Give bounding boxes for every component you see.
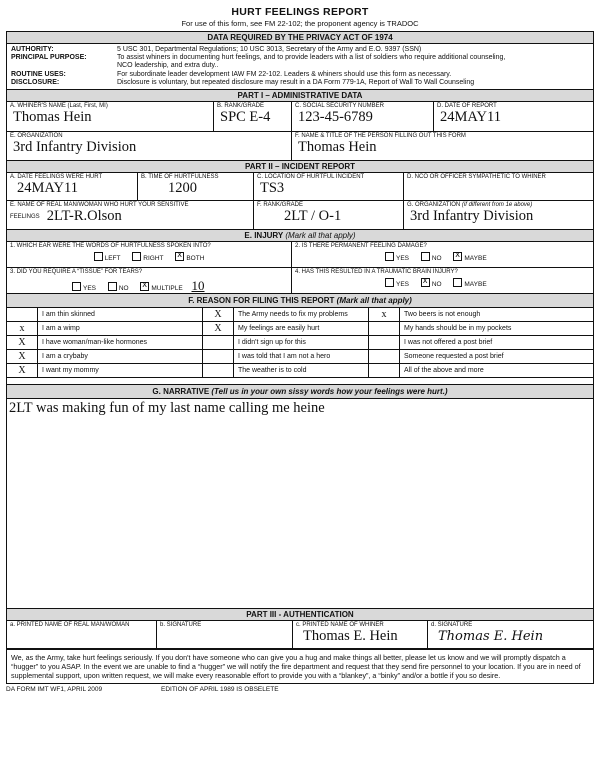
checkbox-maybe[interactable] xyxy=(453,252,462,261)
table-row xyxy=(7,308,593,322)
damage-question xyxy=(292,242,593,267)
whiner-printed-name-field[interactable] xyxy=(293,621,428,648)
option-no[interactable]: NO xyxy=(421,255,442,262)
ear-options xyxy=(7,250,291,262)
time-hurt-field[interactable] xyxy=(138,173,254,200)
reason-mark[interactable] xyxy=(203,364,234,378)
field-value: 1200 xyxy=(168,180,197,197)
privacy-key xyxy=(11,62,117,70)
ssn-field[interactable] xyxy=(292,102,434,131)
tissue-count: 10 xyxy=(191,278,205,294)
option-yes[interactable]: YES xyxy=(72,285,96,292)
table-row xyxy=(7,350,593,364)
privacy-key: ROUTINE USES: xyxy=(11,70,66,78)
date-hurt-field[interactable] xyxy=(7,173,138,200)
real-man-signature-field[interactable] xyxy=(157,621,293,648)
reason-mark[interactable]: X xyxy=(7,364,38,378)
reason-text: I have woman/man-like hormones xyxy=(38,336,203,350)
option-both[interactable]: x BOTH xyxy=(175,255,204,262)
narrative-text: 2LT was making fun of my last name calling me heine xyxy=(9,400,325,417)
privacy-text: NCO leadership, and extra duty.. xyxy=(117,62,219,70)
tbi-question xyxy=(292,268,593,293)
question-label: 1. WHICH EAR WERE THE WORDS OF HURTFULNESS SPOKEN INTO? xyxy=(10,243,211,250)
narrative-bar: G. NARRATIVE (Tell us in your own sissy words how your feelings were hurt.) xyxy=(7,385,593,399)
reason-mark[interactable]: X xyxy=(203,308,234,322)
privacy-text: For subordinate leader development IAW FM 22-102. Leaders & whiners should use this form as necessary. xyxy=(117,70,452,78)
part3-bar: PART III - AUTHENTICATION xyxy=(7,609,593,621)
option-maybe[interactable]: MAYBE xyxy=(453,281,486,288)
reason-mark[interactable] xyxy=(369,364,400,378)
field-label: D. NCO OR OFFICER SYMPATHETIC TO WHINER xyxy=(407,174,546,181)
option-multiple[interactable]: x MULTIPLE xyxy=(140,285,182,292)
offender-name-field[interactable] xyxy=(7,201,254,229)
field-label: A. DATE FEELINGS WERE HURT xyxy=(10,174,103,181)
reason-text: I want my mommy xyxy=(38,364,203,378)
option-no[interactable]: x NO xyxy=(421,281,442,288)
reasons-table xyxy=(7,308,593,378)
organization-field[interactable] xyxy=(7,132,292,160)
privacy-text: 5 USC 301, Departmental Regulations; 10 USC 3013, Secretary of the Army and E.O. 9397 (SSN) xyxy=(117,46,422,53)
reason-text: Two beers is not enough xyxy=(400,308,594,322)
question-label: 3. DID YOU REQUIRE A “TISSUE” FOR TEARS? xyxy=(10,269,143,276)
field-label: B. TIME OF HURTFULNESS xyxy=(141,174,219,181)
form-id-line xyxy=(6,686,594,693)
reason-mark[interactable] xyxy=(7,308,38,322)
injury-bar: E. INJURY (Mark all that apply) xyxy=(7,230,593,242)
tissue-question xyxy=(7,268,292,293)
reason-text: I didn't sign up for this xyxy=(234,336,369,350)
reason-text: I was not offered a post brief xyxy=(400,336,594,350)
checkbox-maybe[interactable] xyxy=(453,278,462,287)
reason-text: I am a crybaby xyxy=(38,350,203,364)
field-label: d. SIGNATURE xyxy=(431,622,473,629)
field-label: B. RANK/GRADE xyxy=(217,103,265,110)
reason-text: I was told that I am not a hero xyxy=(234,350,369,364)
checkbox-both[interactable] xyxy=(175,252,184,261)
privacy-bar: DATA REQUIRED BY THE PRIVACY ACT OF 1974 xyxy=(7,32,593,44)
offender-org-field[interactable] xyxy=(404,201,593,229)
real-man-name-field[interactable] xyxy=(7,621,157,648)
field-value: 3rd Infantry Division xyxy=(410,208,534,225)
field-value: Thomas Hein xyxy=(298,139,377,156)
part2-bar: PART II – INCIDENT REPORT xyxy=(7,161,593,173)
reason-text: I am thin skinned xyxy=(38,308,203,322)
field-label: b. SIGNATURE xyxy=(160,622,202,629)
whiner-name-field[interactable] xyxy=(7,102,214,131)
checkbox-no[interactable] xyxy=(108,282,117,291)
offender-rank-field[interactable] xyxy=(254,201,404,229)
reason-text: The weather is to cold xyxy=(234,364,369,378)
field-value: TS3 xyxy=(260,180,285,197)
reason-mark[interactable] xyxy=(369,322,400,336)
field-label: C. LOCATION OF HURTFUL INCIDENT xyxy=(257,174,365,181)
field-label-cont: FEELINGS xyxy=(10,213,40,220)
option-yes[interactable]: YES xyxy=(385,255,409,262)
checkbox-no[interactable] xyxy=(421,278,430,287)
field-value: Thomas E. Hein xyxy=(303,628,398,645)
reason-mark[interactable]: x xyxy=(369,308,400,322)
reason-mark[interactable]: X xyxy=(7,350,38,364)
privacy-key: DISCLOSURE: xyxy=(11,78,60,86)
footer-note: We, as the Army, take hurt feelings seriously. If you don't have someone who can give you a hug and make things all better, please let us know and we will promptly dispatch a “hugger” to you ASAP. In the event we are unable to find a “hugger” we will notify the fire department and request that they send fire personnel to your location. If you are in need of supplemental support, upon written request, we will make every reasonable effort to provide you with a “blankey”, a “binky” and/or a bottle if you so desire. xyxy=(7,649,593,683)
part1-bar: PART I – ADMINISTRATIVE DATA xyxy=(7,90,593,102)
reason-mark[interactable] xyxy=(369,336,400,350)
field-value: 3rd Infantry Division xyxy=(13,139,137,156)
field-label: c. PRINTED NAME OF WHINER xyxy=(296,622,384,629)
tissue-options xyxy=(7,276,291,293)
table-row xyxy=(7,336,593,350)
damage-options xyxy=(292,250,593,262)
privacy-key: PRINCIPAL PURPOSE: xyxy=(11,54,87,62)
reason-mark[interactable] xyxy=(369,350,400,364)
report-date-field[interactable] xyxy=(434,102,593,131)
field-value: 2LT / O-1 xyxy=(284,208,342,225)
narrative-field[interactable] xyxy=(7,399,593,609)
checkbox-no[interactable] xyxy=(421,252,430,261)
checkbox-yes[interactable] xyxy=(72,282,81,291)
field-label: D. DATE OF REPORT xyxy=(437,103,497,110)
field-label: E. NAME OF REAL MAN/WOMAN WHO HURT YOUR SENSITIVE xyxy=(10,202,189,209)
checkbox-yes[interactable] xyxy=(385,252,394,261)
table-row xyxy=(7,322,593,336)
hurt-feelings-form xyxy=(6,4,594,693)
field-value: 2LT-R.Olson xyxy=(46,208,122,225)
question-label: 2. IS THERE PERMANENT FEELING DAMAGE? xyxy=(295,243,427,250)
field-value: SPC E-4 xyxy=(220,109,271,126)
field-value: 24MAY11 xyxy=(440,109,501,126)
whiner-signature: Thomas E. Hein xyxy=(438,629,544,645)
reason-mark[interactable]: x xyxy=(7,322,38,336)
table-row xyxy=(7,364,593,378)
option-yes[interactable]: YES xyxy=(385,281,409,288)
privacy-text: Disclosure is voluntary, but repeated disclosure may result in a DA Form 779-1A, Report of Wall To Wall Counseling xyxy=(117,78,475,86)
reason-text: All of the above and more xyxy=(404,367,484,375)
option-left[interactable]: LEFT xyxy=(94,255,121,262)
privacy-section xyxy=(7,44,593,90)
reasons-bar: F. REASON FOR FILING THIS REPORT (Mark all that apply) xyxy=(7,294,593,308)
whiner-signature-field[interactable] xyxy=(428,621,593,648)
field-label: a. PRINTED NAME OF REAL MAN/WOMAN xyxy=(10,622,130,629)
sympathetic-nco-field[interactable] xyxy=(404,173,593,200)
reason-mark[interactable] xyxy=(203,350,234,364)
field-label: G. ORGANIZATION xyxy=(407,202,461,209)
reason-mark[interactable] xyxy=(203,336,234,350)
field-label-note: (if different from 1e above) xyxy=(461,202,533,209)
reason-mark[interactable]: X xyxy=(7,336,38,350)
tbi-options xyxy=(292,276,593,288)
field-value: 123-45-6789 xyxy=(298,109,373,126)
reason-text: My feelings are easily hurt xyxy=(234,322,369,336)
privacy-key: AUTHORITY: xyxy=(11,46,54,53)
question-label: 4. HAS THIS RESULTED IN A TRAUMATIC BRAIN INJURY? xyxy=(295,269,458,276)
option-right[interactable]: RIGHT xyxy=(132,255,163,262)
rank-grade-field[interactable] xyxy=(214,102,292,131)
checkbox-left[interactable] xyxy=(94,252,103,261)
checkbox-yes[interactable] xyxy=(385,278,394,287)
option-maybe[interactable]: x MAYBE xyxy=(453,255,486,262)
location-field[interactable] xyxy=(254,173,404,200)
form-body xyxy=(6,31,594,684)
field-value: 24MAY11 xyxy=(17,180,78,197)
form-title: HURT FEELINGS REPORT xyxy=(231,6,369,18)
field-label: E. ORGANIZATION xyxy=(10,133,63,140)
privacy-text: To assist whiners in documenting hurt feelings, and to provide leaders with a list of soldiers who require additional counseling, xyxy=(117,54,506,62)
reason-text: The Army needs to fix my problems xyxy=(234,308,369,322)
reason-mark[interactable]: X xyxy=(203,322,234,336)
reason-text: My hands should be in my pockets xyxy=(400,322,594,336)
field-label: C. SOCIAL SECURITY NUMBER xyxy=(295,103,385,110)
edition-note: EDITION OF APRIL 1989 IS OBSELETE xyxy=(161,686,279,694)
reason-text: I am a wimp xyxy=(38,322,203,336)
field-value: Thomas Hein xyxy=(13,109,92,126)
form-subtitle: For use of this form, see FM 22-102; the proponent agency is TRADOC xyxy=(181,19,419,28)
reason-text: Someone requested a post brief xyxy=(400,350,594,364)
checkbox-multiple[interactable] xyxy=(140,282,149,291)
checkbox-right[interactable] xyxy=(132,252,141,261)
field-label: A. WHINER'S NAME (Last, First, MI) xyxy=(10,103,108,110)
filer-name-field[interactable] xyxy=(292,132,593,160)
field-label: F. RANK/GRADE xyxy=(257,202,304,209)
ear-question xyxy=(7,242,292,267)
field-label: F. NAME & TITLE OF THE PERSON FILLING OUT THIS FORM xyxy=(295,133,466,140)
form-id: DA FORM IMT WF1, APRIL 2009 xyxy=(6,686,103,694)
option-no[interactable]: NO xyxy=(108,285,129,292)
